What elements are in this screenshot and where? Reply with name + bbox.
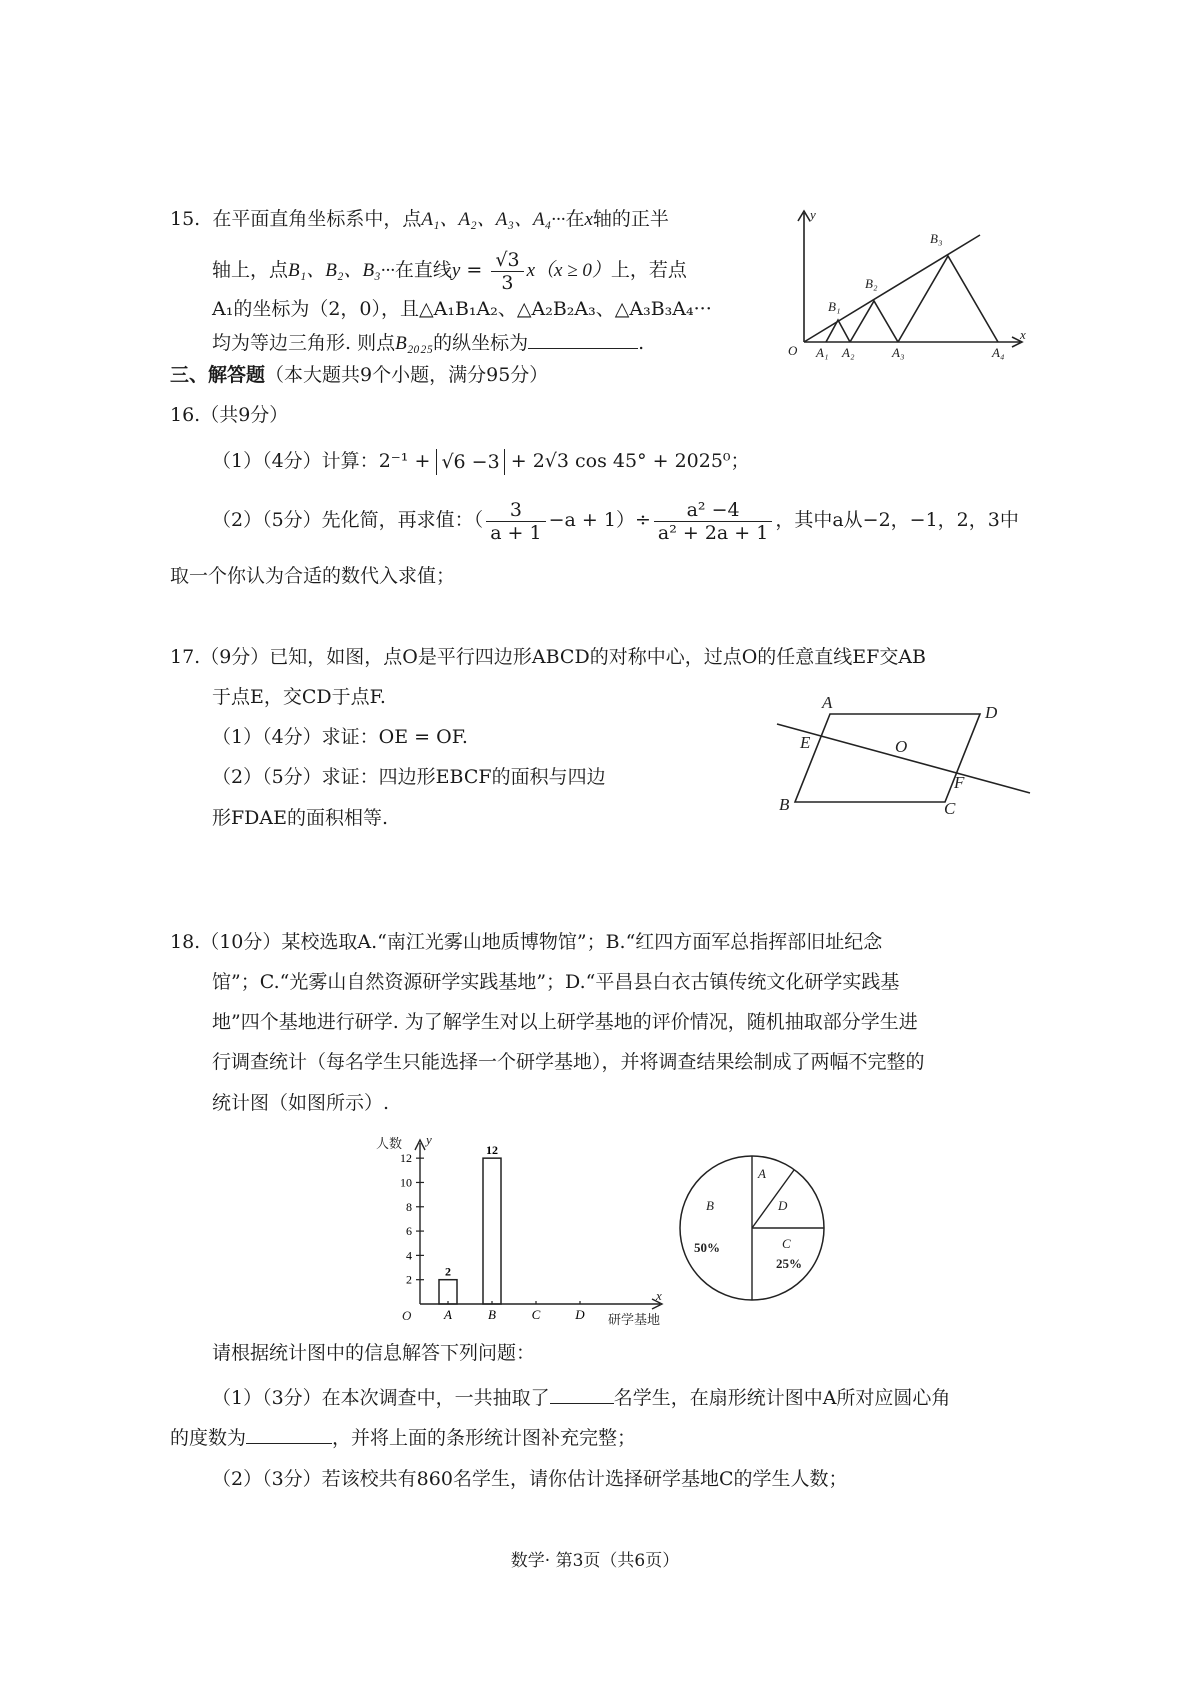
- bar-xlabel: 研学基地: [608, 1313, 661, 1328]
- q18-angle-blank[interactable]: [246, 1425, 332, 1444]
- q16-part2: （2）（5分）先化简，再求值：（ $\frac{3}{a + 1}$ −a + 1）÷ $\frac{\text{a² −4}}{\text{a² + 2a + 1}}$ ，其中a从−2，−1，2，3中: [212, 498, 1019, 544]
- q17-fig-o: O: [895, 737, 908, 756]
- pie-percent-b: 50%: [694, 1240, 720, 1255]
- q17-fig-e: E: [800, 733, 811, 752]
- q18-pie-chart: [672, 1148, 832, 1308]
- bar-category-label: C: [531, 1307, 541, 1322]
- q15-fig-a2: A₂: [842, 345, 855, 360]
- bar-ytick-label: 2: [406, 1272, 412, 1287]
- q17-line1: 17.（9分）已知，如图，点O是平行四边形ABCD的对称中心，过点O的任意直线EF交AB: [170, 646, 927, 668]
- q17-fig-d: D: [985, 703, 998, 722]
- q17-line2: 于点E，交CD于点F.: [212, 686, 386, 708]
- q15-fig-o: O: [788, 343, 798, 358]
- q17-part2: （2）（5分）求证：四边形EBCF的面积与四边: [212, 766, 606, 788]
- q15-fig-b2: B₂: [865, 276, 878, 291]
- bar-category-label: D: [575, 1307, 585, 1322]
- q15-number: 15.: [170, 208, 201, 230]
- pie-label-a: A: [758, 1166, 766, 1181]
- q18-bar-chart: [370, 1128, 670, 1328]
- bar-data-label: 12: [486, 1143, 498, 1158]
- q15-triangle-2: [850, 301, 898, 342]
- q17-part1: （1）（4分）求证：OE = OF.: [212, 726, 468, 748]
- q15-fig-a4: A₄: [992, 345, 1005, 360]
- page-footer: 数学· 第3页（共6页）: [510, 1551, 680, 1571]
- q15-fig-b1: B₁: [828, 299, 841, 314]
- q16-fraction-1: $\frac{3}{a + 1}$: [486, 499, 545, 544]
- bar-x-letter: x: [656, 1288, 662, 1303]
- q18-line4: 行调查统计（每名学生只能选择一个研学基地），并将调查结果绘制成了两幅不完整的: [212, 1051, 925, 1073]
- q15-fig-a3: A₃: [892, 345, 905, 360]
- bar-ytick-label: 8: [406, 1199, 412, 1214]
- q18-line1: 18.（10分）某校选取A.“南江光雾山地质博物馆”；B.“红四方面军总指挥部旧址纪念: [170, 931, 883, 953]
- q18-line3: 地”四个基地进行研学. 为了解学生对以上研学基地的评价情况，随机抽取部分学生进: [212, 1011, 918, 1033]
- q15-line2: 轴上，点B₁、B₂、B₃···在直线y = $\frac{√3}{3}$ x（x ≥ 0）上，若点: [212, 248, 687, 294]
- q18-part2: （2）（3分）若该校共有860名学生，请你估计选择研学基地C的学生人数；: [212, 1468, 848, 1490]
- bar-B: [483, 1158, 501, 1304]
- section3-heading: [170, 363, 548, 387]
- bar-ytick-label: 12: [400, 1151, 412, 1166]
- q15-fig-x: x: [1020, 327, 1026, 342]
- q15-line3: A₁的坐标为（2，0），且△A₁B₁A₂、△A₂B₂A₃、△A₃B₃A₄···: [212, 298, 712, 320]
- q18-part1-line2: 的度数为 ，并将上面的条形统计图补充完整；: [170, 1427, 637, 1449]
- bar-category-label: B: [488, 1307, 496, 1322]
- q15-fig-y: y: [810, 207, 816, 222]
- section3-note: （本大题共9个小题，满分95分）: [265, 364, 549, 386]
- q15-line4: 均为等边三角形. 则点B₂₀₂₅的纵坐标为 .: [212, 332, 645, 354]
- q17-line-ef: [777, 724, 1030, 793]
- section3-title: 三、解答题: [170, 364, 266, 386]
- q15-fig-a1: A₁: [816, 345, 829, 360]
- q17-fig-a: A: [822, 693, 833, 712]
- q15-triangle-1: [826, 320, 850, 342]
- bar-y-letter: y: [426, 1132, 432, 1147]
- q16-fraction-2: $\frac{\text{a² −4}}{\text{a² + 2a + 1}}$: [654, 499, 772, 544]
- pie-percent-c: 25%: [776, 1256, 802, 1271]
- q16-part1: （1）（4分）计算：2⁻¹ + √6 −3 + 2√3 cos 45° + 2025⁰；: [212, 450, 750, 473]
- pie-label-d: D: [778, 1198, 788, 1213]
- pie-label-b: B: [706, 1198, 714, 1213]
- q15-answer-blank[interactable]: [528, 330, 638, 349]
- q15-triangle-3: [898, 256, 998, 342]
- bar-A: [439, 1280, 457, 1304]
- q18-instruction: 请根据统计图中的信息解答下列问题：: [212, 1342, 536, 1364]
- q17-parallelogram: [795, 714, 980, 802]
- bar-ylabel: 人数: [376, 1137, 403, 1152]
- q17-fig-f: F: [954, 773, 965, 792]
- q15-figure: [780, 205, 1030, 360]
- bar-ytick-label: 4: [406, 1248, 412, 1263]
- q15-fig-b3: B₃: [930, 231, 943, 246]
- q17-part2-cont: 形FDAE的面积相等.: [212, 807, 389, 829]
- q17-fig-c: C: [944, 799, 956, 817]
- q15-slope-fraction: $\frac{√3}{3}$: [491, 249, 523, 294]
- q17-fig-b: B: [779, 795, 790, 814]
- q18-part1: （1）（3分）在本次调查中，一共抽取了 名学生，在扇形统计图中A所对应圆心角: [212, 1387, 951, 1409]
- q16-abs-value: √6 −3: [436, 449, 504, 475]
- bar-ytick-label: 6: [406, 1224, 412, 1239]
- bar-data-label: 2: [445, 1264, 451, 1279]
- q16-part2-line2: 取一个你认为合适的数代入求值；: [170, 565, 456, 587]
- q15-line-y: [804, 235, 980, 342]
- bar-origin: O: [402, 1308, 412, 1323]
- q18-line2: 馆”；C.“光雾山自然资源研学实践基地”；D.“平昌县白衣古镇传统文化研学实践基: [212, 971, 900, 993]
- q15-line1: 15. 在平面直角坐标系中，点A₁、A₂、A₃、A₄···在x轴的正半: [170, 208, 669, 230]
- q18-count-blank[interactable]: [550, 1385, 614, 1404]
- q18-line5: 统计图（如图所示）.: [212, 1092, 390, 1114]
- bar-ytick-label: 10: [400, 1175, 412, 1190]
- q17-figure: [775, 692, 1035, 817]
- bar-category-label: A: [444, 1307, 452, 1322]
- pie-label-c: C: [782, 1236, 791, 1251]
- q16-header: 16.（共9分）: [170, 404, 289, 426]
